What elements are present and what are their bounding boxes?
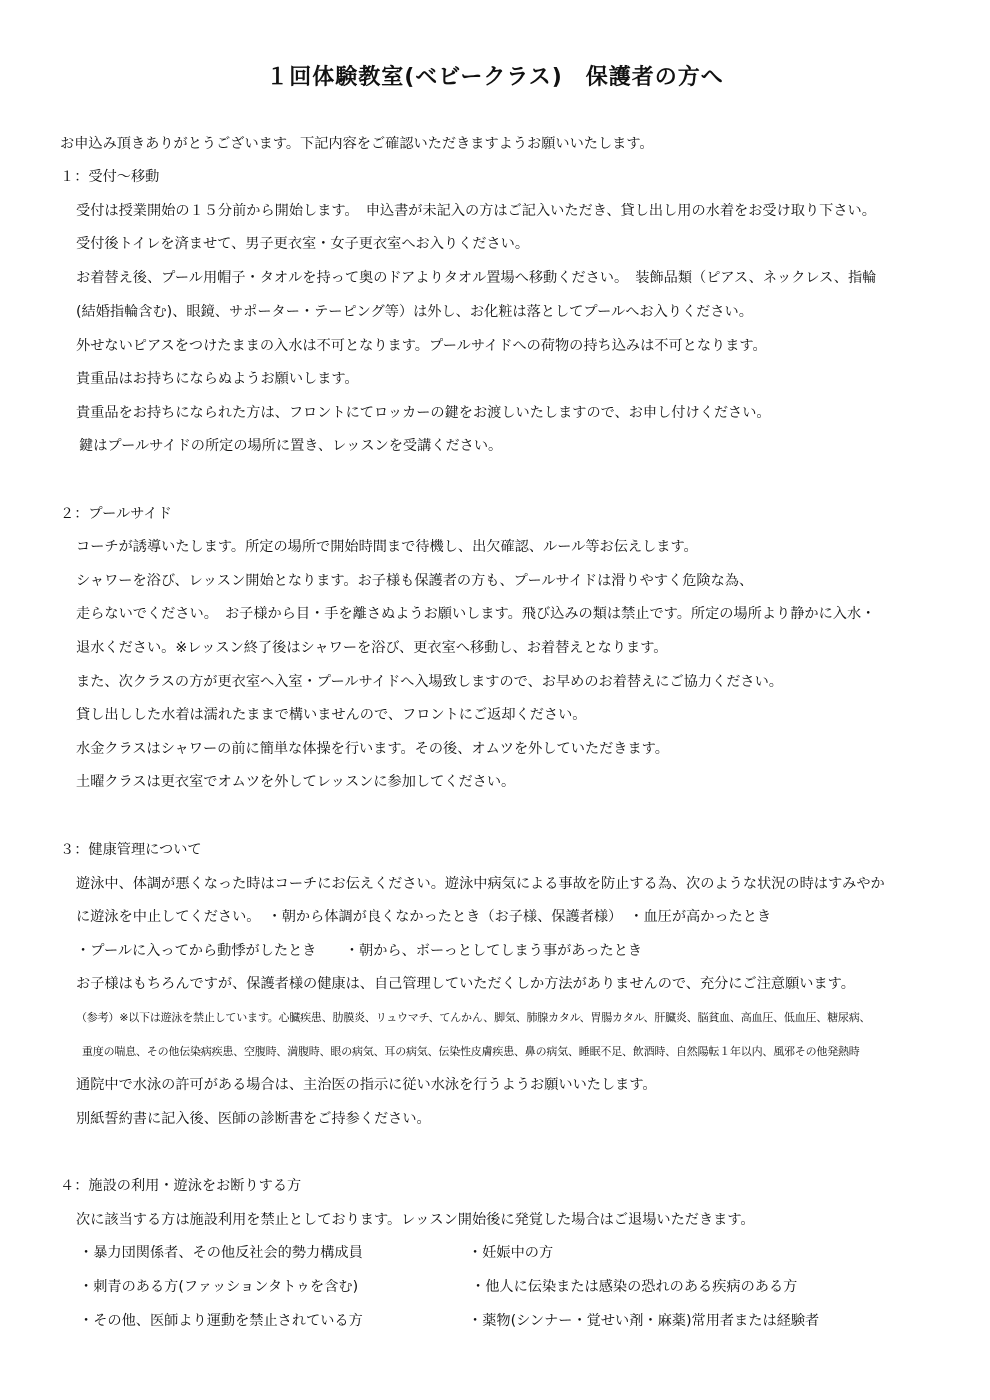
section-3-line: 遊泳中、体調が悪くなった時はコーチにお伝えください。遊泳中病気による事故を防止する為、次のような状況の時はすみやか: [76, 876, 885, 892]
prohibited-item: ・他人に伝染または感染の恐れのある疾病のある方: [471, 1279, 798, 1295]
section-3-line: お子様はもちろんですが、保護者様の健康は、自己管理していただくしか方法がありませんので、充分にご注意願います。: [76, 976, 855, 992]
section-1-line: 鍵はプールサイドの所定の場所に置き、レッスンを受講ください。: [79, 438, 503, 454]
section-2-line: 走らないでください。 お子様から目・手を離さぬようお願いします。飛び込みの類は禁止です。所定の場所より静かに入水・: [76, 606, 876, 622]
section-2-line: シャワーを浴び、レッスン開始となります。お子様も保護者の方も、プールサイドは滑りやすく危険な為、: [76, 573, 754, 589]
section-2-line: 水金クラスはシャワーの前に簡単な体操を行います。その後、オムツを外していただきます。: [76, 741, 669, 757]
section-2-line: 退水ください。※レッスン終了後はシャワーを浴び、更衣室へ移動し、お着替えとなります。: [76, 640, 668, 656]
reference-note: （参考）※以下は遊泳を禁止しています。心臓疾患、肋膜炎、リュウマチ、てんかん、脚気、肺腺カタル、胃腸カタル、肝臓炎、脳貧血、高血圧、低血圧、糖尿病、: [76, 1011, 871, 1024]
section-1-line: 受付は授業開始の１５分前から開始します。 申込書が未記入の方はご記入いただき、貸し出し用の水着をお受け取り下さい。: [76, 203, 876, 219]
section-3-line: に遊泳を中止してください。 ・朝から体調が良くなかったとき（お子様、保護者様） ・血圧が高かったとき: [76, 909, 772, 925]
section-2-line: また、次クラスの方が更衣室へ入室・プールサイドへ入場致しますので、お早めのお着替えにご協力ください。: [76, 674, 783, 690]
section-4-line: 次に該当する方は施設利用を禁止としております。レッスン開始後に発覚した場合はご退場いただきます。: [76, 1212, 755, 1228]
prohibited-item: ・暴力団関係者、その他反社会的勢力構成員: [79, 1245, 363, 1261]
section-heading-3: ３：健康管理について: [60, 842, 202, 858]
section-3-line: ・プールに入ってから動悸がしたとき ・朝から、ボーっとしてしまう事があったとき: [76, 943, 643, 959]
section-heading-1: １：受付～移動: [60, 169, 160, 185]
section-2-line: コーチが誘導いたします。所定の場所で開始時間まで待機し、出欠確認、ルール等お伝えします。: [76, 539, 698, 555]
reference-note: 重度の喘息、その他伝染病疾患、空腹時、満腹時、眼の病気、耳の病気、伝染性皮膚疾患、鼻の病気、睡眠不足、飲酒時、自然陽転１年以内、風邪その他発熱時: [82, 1045, 860, 1058]
intro-text: お申込み頂きありがとうございます。下記内容をご確認いただきますようお願いいたします。: [60, 136, 654, 152]
section-heading-4: ４：施設の利用・遊泳をお断りする方: [60, 1178, 302, 1194]
prohibited-item: ・その他、医師より運動を禁止されている方: [79, 1313, 363, 1329]
section-3-line: 通院中で水泳の許可がある場合は、主治医の指示に従い水泳を行うようお願いいたします。: [76, 1077, 657, 1093]
section-1-line: (結婚指輪含む)、眼鏡、サポーター・テーピング等）は外し、お化粧は落としてプールへお入りください。: [76, 304, 753, 320]
section-1-line: 外せないピアスをつけたままの入水は不可となります。プールサイドへの荷物の持ち込みは不可となります。: [76, 338, 767, 354]
section-heading-2: ２：プールサイド: [60, 506, 172, 522]
section-2-line: 土曜クラスは更衣室でオムツを外してレッスンに参加してください。: [76, 774, 516, 790]
section-1-line: 貴重品をお持ちになられた方は、フロントにてロッカーの鍵をお渡しいたしますので、お申し付けください。: [76, 405, 771, 421]
prohibited-item: ・妊娠中の方: [468, 1245, 554, 1261]
section-1-line: 貴重品はお持ちにならぬようお願いします。: [76, 371, 359, 387]
prohibited-item: ・刺青のある方(ファッションタトゥを含む): [79, 1279, 359, 1295]
section-1-line: お着替え後、プール用帽子・タオルを持って奥のドアよりタオル置場へ移動ください。 装飾品類（ピアス、ネックレス、指輪: [76, 270, 877, 286]
page-title: １回体験教室(ベビークラス) 保護者の方へ: [266, 65, 724, 90]
section-1-line: 受付後トイレを済ませて、男子更衣室・女子更衣室へお入りください。: [76, 236, 530, 252]
section-2-line: 貸し出しした水着は濡れたままで構いませんので、フロントにご返却ください。: [76, 707, 587, 723]
prohibited-item: ・薬物(シンナー・覚せい剤・麻薬)常用者または経験者: [468, 1313, 820, 1329]
section-3-line: 別紙誓約書に記入後、医師の診断書をご持参ください。: [76, 1111, 431, 1127]
